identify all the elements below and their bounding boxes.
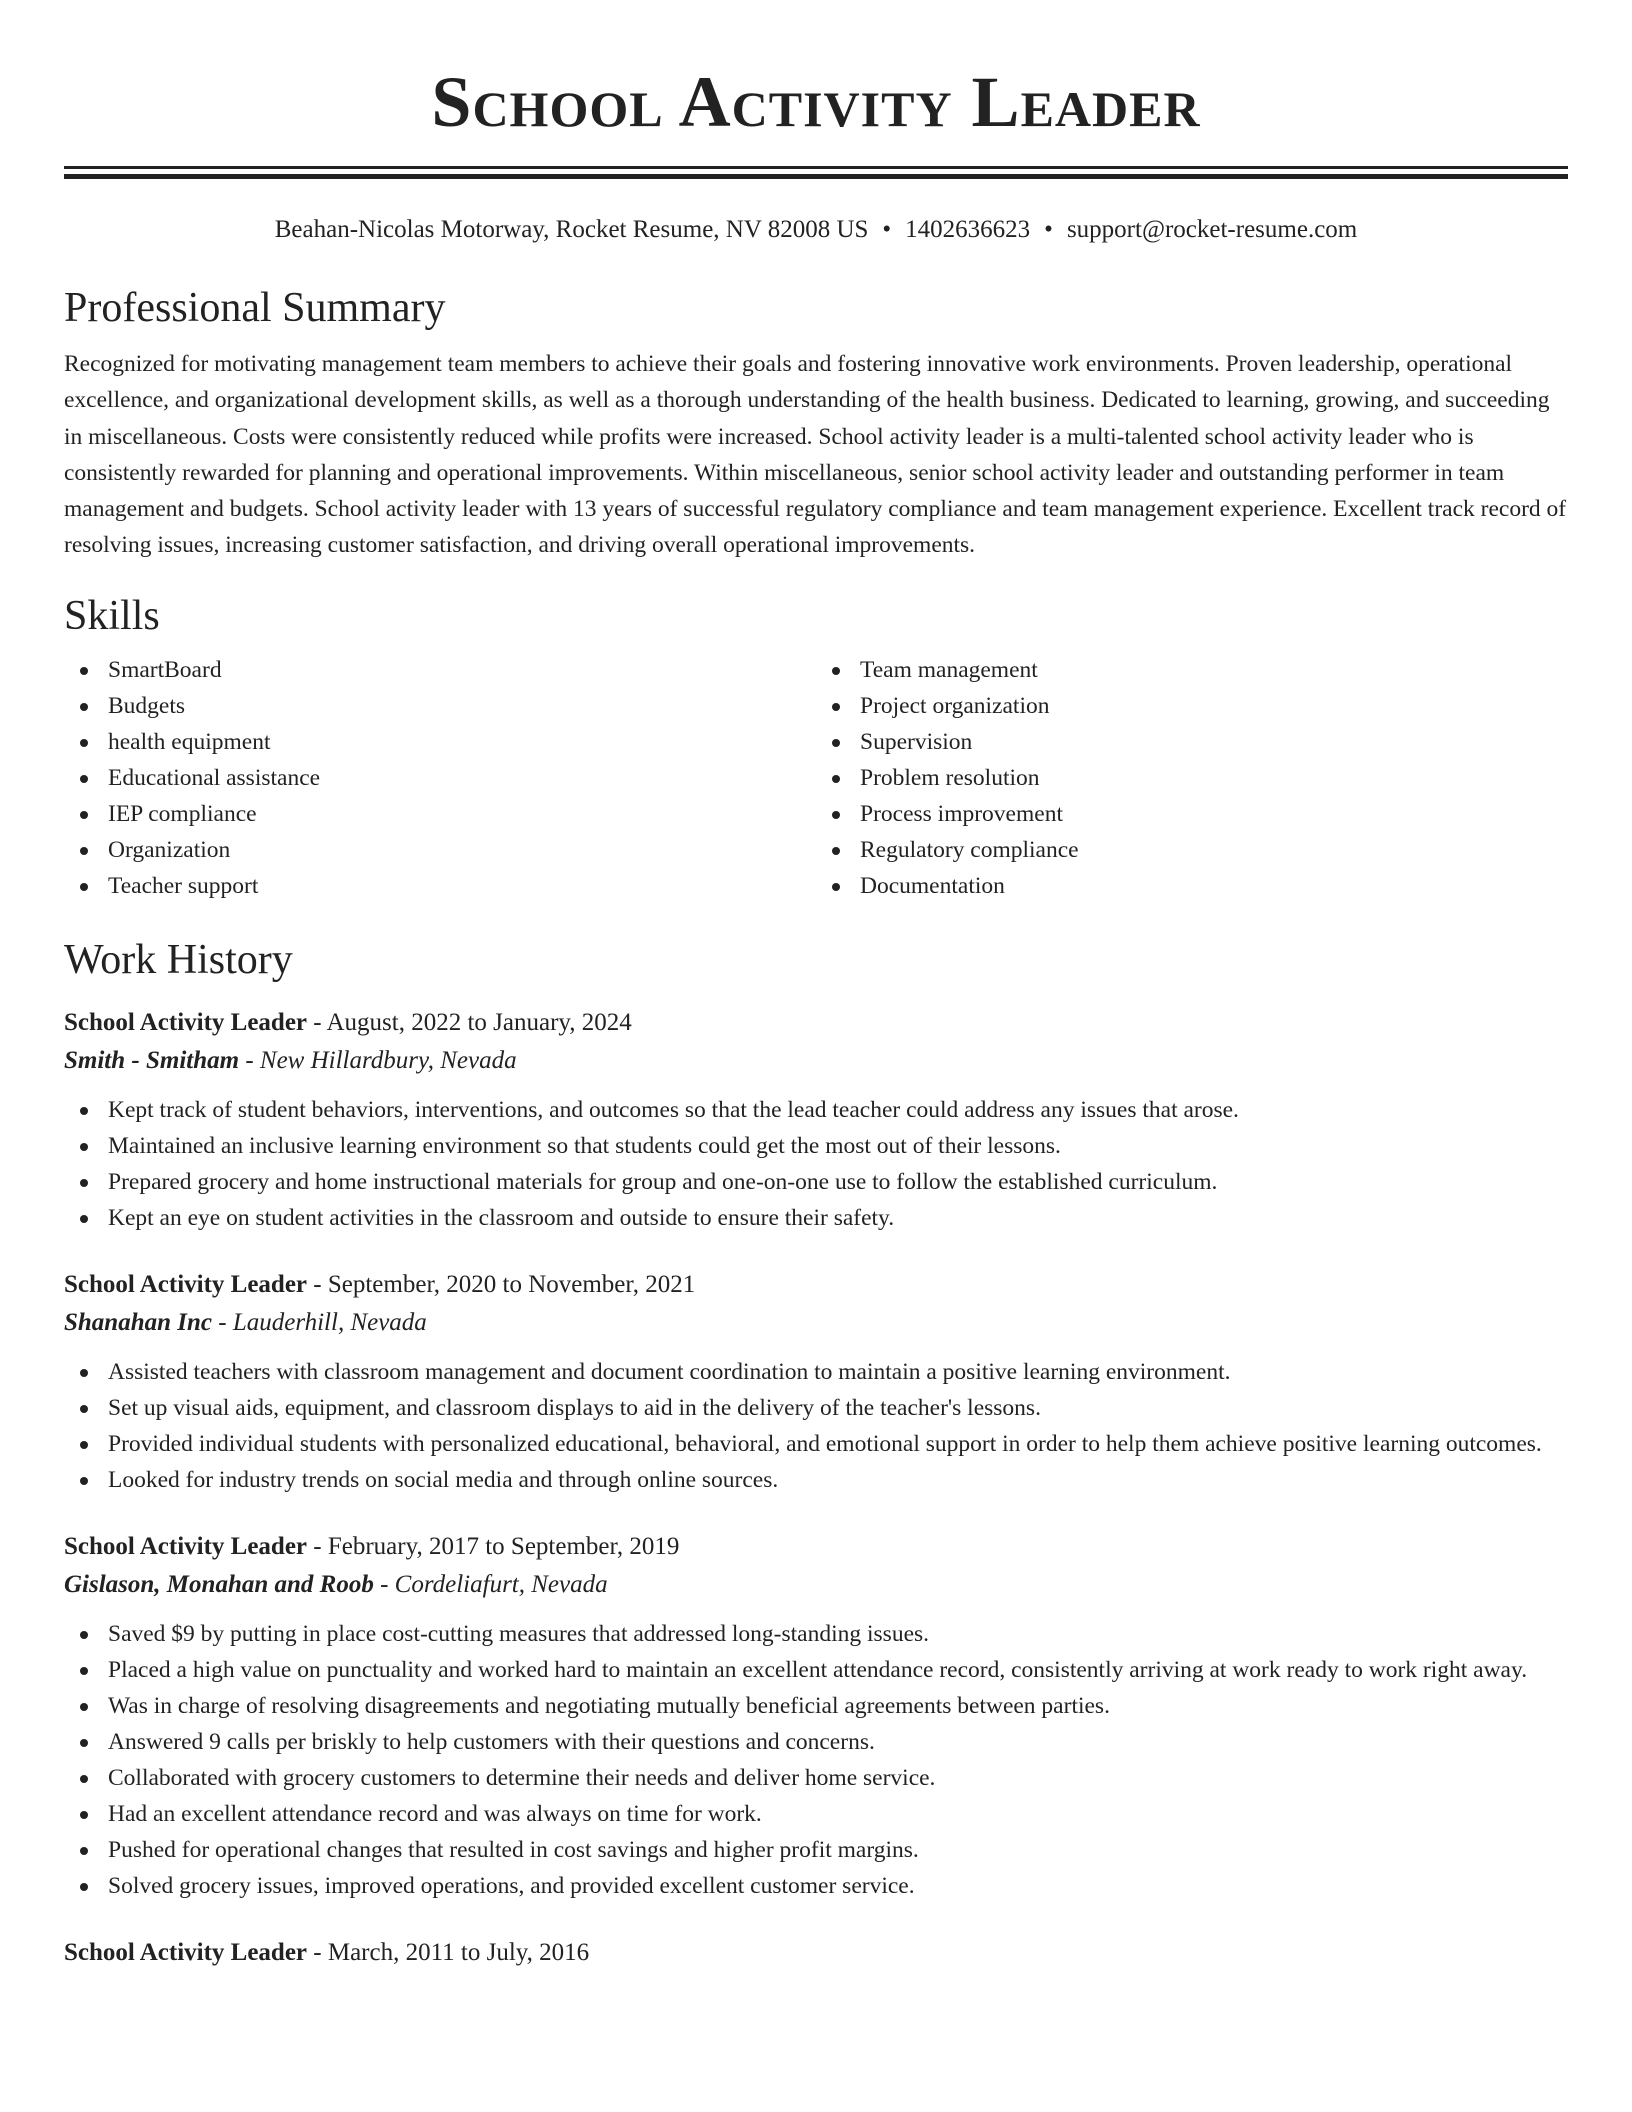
job-dates: - September, 2020 to November, 2021 — [307, 1270, 696, 1298]
job-header — [64, 1004, 1568, 1042]
job-title: School Activity Leader — [64, 1938, 308, 1966]
duty-item: Maintained an inclusive learning environment so that students could get the most out of their lessons. — [64, 1128, 1568, 1164]
skill-item: IEP compliance — [64, 796, 816, 832]
job-duties — [64, 1092, 1568, 1236]
contact-address: Beahan-Nicolas Motorway, Rocket Resume, NV 82008 US — [274, 216, 869, 243]
job-header — [64, 1266, 1568, 1304]
job-header — [64, 1528, 1568, 1566]
title-divider-top — [64, 166, 1568, 169]
job-company-line — [64, 1042, 1568, 1080]
job-title: School Activity Leader — [64, 1008, 308, 1036]
duty-item: Collaborated with grocery customers to determine their needs and deliver home service. — [64, 1760, 1568, 1796]
duty-item: Answered 9 calls per briskly to help customers with their questions and concerns. — [64, 1724, 1568, 1760]
duty-item: Set up visual aids, equipment, and classroom displays to aid in the delivery of the teacher's lessons. — [64, 1390, 1568, 1426]
skills-list — [64, 652, 1568, 904]
job-dates: - March, 2011 to July, 2016 — [307, 1938, 590, 1966]
job-location: - Lauderhill, Nevada — [212, 1308, 427, 1336]
duty-item: Solved grocery issues, improved operations, and provided excellent customer service. — [64, 1868, 1568, 1904]
summary-text: Recognized for motivating management team members to achieve their goals and fostering innovative work environments. Proven leadership, operational excellence, and organizational development skills, as well as a thorough understanding of the health business. Dedicated to learning, growing, and succeeding in miscellaneous. Costs were consistently reduced while profits were increased. School activity leader is a multi-talented school activity leader who is consistently rewarded for planning and operational improvements. Within miscellaneous, senior school activity leader and outstanding performer in team management and budgets. School activity leader with 13 years of successful regulatory compliance and team management experience. Excellent track record of resolving issues, increasing customer satisfaction, and driving overall operational improvements. — [64, 351, 1567, 559]
job-dates: - August, 2022 to January, 2024 — [307, 1008, 632, 1036]
job-title: School Activity Leader — [64, 1532, 308, 1560]
job-entry — [64, 1934, 1568, 1972]
duty-item: Kept track of student behaviors, interventions, and outcomes so that the lead teacher could address any issues that arose. — [64, 1092, 1568, 1128]
duty-item: Kept an eye on student activities in the classroom and outside to ensure their safety. — [64, 1200, 1568, 1236]
skills-column-left — [64, 652, 816, 904]
contact-separator: • — [882, 216, 892, 243]
resume-title: School Activity Leader — [431, 62, 1201, 142]
work-history-list — [64, 1004, 1568, 1972]
title-divider-bottom — [64, 174, 1568, 179]
skill-item: Documentation — [816, 868, 1568, 904]
contact-line — [64, 214, 1568, 246]
duty-item: Looked for industry trends on social media and through online sources. — [64, 1462, 1568, 1498]
skill-item: Organization — [64, 832, 816, 868]
skill-item: health equipment — [64, 724, 816, 760]
contact-phone: 1402636623 — [905, 216, 1031, 243]
job-header — [64, 1934, 1568, 1972]
work-history-heading: Work History — [64, 936, 293, 983]
job-entry — [64, 1266, 1568, 1498]
duty-item: Pushed for operational changes that resulted in cost savings and higher profit margins. — [64, 1832, 1568, 1868]
skills-heading: Skills — [64, 592, 160, 639]
job-duties — [64, 1616, 1568, 1904]
skill-item: SmartBoard — [64, 652, 816, 688]
skill-item: Team management — [816, 652, 1568, 688]
contact-separator: • — [1044, 216, 1053, 243]
summary-heading: Professional Summary — [64, 285, 446, 331]
contact-email: support@rocket-resume.com — [1066, 216, 1358, 243]
job-company-line — [64, 1566, 1568, 1604]
skill-item: Process improvement — [816, 796, 1568, 832]
duty-item: Prepared grocery and home instructional materials for group and one-on-one use to follow the established curriculum. — [64, 1164, 1568, 1200]
job-dates: - February, 2017 to September, 2019 — [307, 1532, 680, 1560]
job-company: Gislason, Monahan and Roob — [64, 1570, 374, 1598]
job-entry — [64, 1004, 1568, 1236]
job-company: Smith - Smitham — [64, 1046, 240, 1074]
job-company-line — [64, 1304, 1568, 1342]
skill-item: Budgets — [64, 688, 816, 724]
duty-item: Was in charge of resolving disagreements and negotiating mutually beneficial agreements between parties. — [64, 1688, 1568, 1724]
duty-item: Assisted teachers with classroom management and document coordination to maintain a positive learning environment. — [64, 1354, 1568, 1390]
skill-item: Problem resolution — [816, 760, 1568, 796]
skills-column-right — [816, 652, 1568, 904]
skill-item: Supervision — [816, 724, 1568, 760]
skill-item: Project organization — [816, 688, 1568, 724]
duty-item: Had an excellent attendance record and was always on time for work. — [64, 1796, 1568, 1832]
job-location: - New Hillardbury, Nevada — [239, 1046, 517, 1074]
job-location: - Cordeliafurt, Nevada — [373, 1570, 608, 1598]
duty-item: Saved $9 by putting in place cost-cutting measures that addressed long-standing issues. — [64, 1616, 1568, 1652]
job-entry — [64, 1528, 1568, 1904]
duty-item: Placed a high value on punctuality and worked hard to maintain an excellent attendance record, consistently arriving at work ready to work right away. — [64, 1652, 1568, 1688]
job-title: School Activity Leader — [64, 1270, 308, 1298]
job-company: Shanahan Inc — [64, 1308, 212, 1336]
skill-item: Teacher support — [64, 868, 816, 904]
skill-item: Educational assistance — [64, 760, 816, 796]
duty-item: Provided individual students with personalized educational, behavioral, and emotional support in order to help them achieve positive learning outcomes. — [64, 1426, 1568, 1462]
job-duties — [64, 1354, 1568, 1498]
skill-item: Regulatory compliance — [816, 832, 1568, 868]
